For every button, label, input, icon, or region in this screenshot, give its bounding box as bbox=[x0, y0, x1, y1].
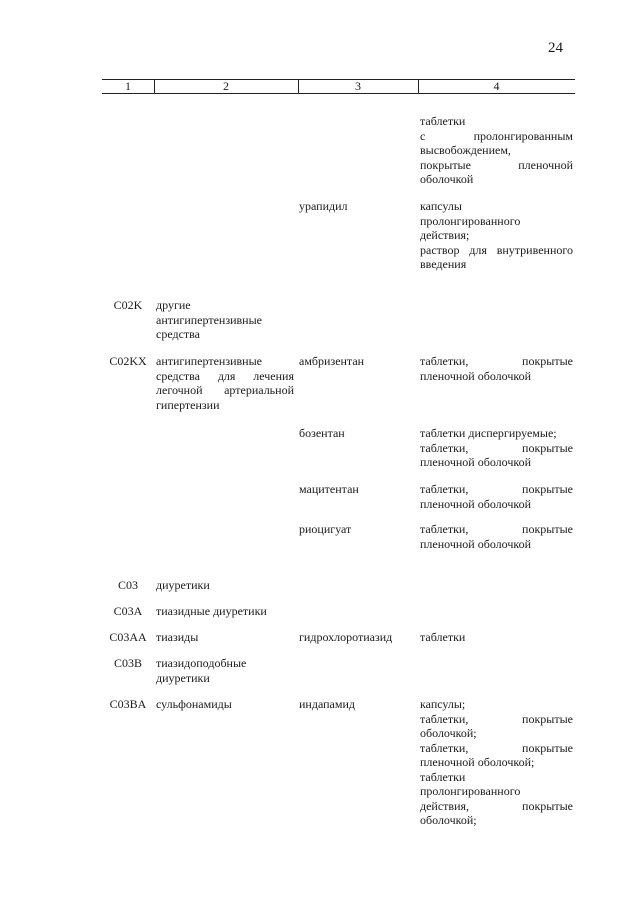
header-col-1: 1 bbox=[125, 79, 131, 93]
dosage-form-line: таблетки диспергируемые; bbox=[420, 426, 557, 440]
dosage-forms bbox=[420, 114, 573, 187]
dosage-form-line: покрытые пленочной bbox=[420, 157, 573, 172]
substance-line: индапамид bbox=[299, 697, 355, 711]
dosage-form-line: действия; bbox=[420, 228, 470, 242]
group-name bbox=[156, 697, 294, 712]
group-name bbox=[156, 578, 294, 593]
substance-name bbox=[299, 697, 415, 712]
group-name-line: сульфонамиды bbox=[156, 697, 232, 711]
dosage-form-line: капсулы; bbox=[420, 697, 466, 711]
group-name-line: другие bbox=[156, 298, 191, 312]
group-name-line: средства для лечения bbox=[156, 368, 294, 383]
atc-code: C02KX bbox=[109, 354, 147, 368]
substance-name bbox=[299, 522, 415, 537]
dosage-form-line: таблетки, покрытые bbox=[420, 711, 573, 726]
substance-name bbox=[299, 199, 415, 214]
atc-code: C03AA bbox=[109, 630, 147, 644]
dosage-forms bbox=[420, 522, 573, 551]
atc-code: C03B bbox=[113, 656, 142, 670]
substance-name bbox=[299, 630, 415, 645]
table-header bbox=[102, 79, 575, 94]
substance-name bbox=[299, 426, 415, 441]
dosage-form-line: таблетки bbox=[420, 630, 466, 644]
dosage-form-line: с пролонгированным bbox=[420, 128, 573, 143]
dosage-form-line: оболочкой bbox=[420, 172, 474, 186]
substance-name bbox=[299, 354, 415, 369]
substance-line: урапидил bbox=[299, 199, 348, 213]
substance-line: бозентан bbox=[299, 426, 345, 440]
dosage-form-line: раствор для внутривенного bbox=[420, 242, 573, 257]
dosage-form-line: таблетки, покрытые bbox=[420, 440, 573, 455]
group-name-line: диуретики bbox=[156, 670, 210, 685]
dosage-form-line: пролонгированного bbox=[420, 784, 521, 798]
dosage-form-line: пролонгированного bbox=[420, 213, 521, 228]
substance-line: мацитентан bbox=[299, 482, 359, 496]
group-name-line: антигипертензивные bbox=[156, 354, 262, 368]
dosage-form-line: высвобождением, bbox=[420, 143, 511, 157]
group-name bbox=[156, 630, 294, 645]
substance-line: риоцигуат bbox=[299, 522, 352, 536]
substance-line: амбризентан bbox=[299, 354, 365, 368]
dosage-forms bbox=[420, 354, 573, 383]
dosage-form-line: пленочной оболочкой; bbox=[420, 755, 535, 769]
page-number: 24 bbox=[548, 40, 563, 56]
group-name-line: средства bbox=[156, 327, 201, 341]
group-name bbox=[156, 298, 294, 342]
dosage-form-line: таблетки, покрытые bbox=[420, 740, 573, 755]
group-name-line: диуретики bbox=[156, 578, 210, 592]
group-name-line: тиазидоподобные bbox=[156, 656, 247, 670]
group-name bbox=[156, 604, 294, 619]
dosage-form-line: таблетки, покрытые bbox=[420, 522, 573, 536]
group-name-line: гипертензии bbox=[156, 397, 220, 412]
dosage-form-line: пленочной оболочкой bbox=[420, 496, 532, 511]
dosage-forms bbox=[420, 630, 573, 645]
dosage-form-line: таблетки bbox=[420, 769, 466, 784]
group-name-line: антигипертензивные bbox=[156, 312, 262, 327]
atc-code: C03 bbox=[117, 578, 138, 592]
header-col-3: 3 bbox=[355, 79, 361, 93]
group-name-line: легочной артериальной bbox=[156, 383, 294, 397]
dosage-forms bbox=[420, 426, 573, 470]
dosage-form-line: капсулы bbox=[420, 199, 462, 213]
group-name bbox=[156, 354, 294, 412]
dosage-forms bbox=[420, 482, 573, 511]
atc-code: C03BA bbox=[109, 697, 147, 711]
header-col-2: 2 bbox=[223, 79, 229, 93]
atc-code: C02K bbox=[113, 298, 143, 312]
dosage-form-line: пленочной оболочкой bbox=[420, 536, 532, 551]
header-col-4: 4 bbox=[493, 79, 500, 93]
substance-name bbox=[299, 482, 415, 497]
substance-line: гидрохлоротиазид bbox=[299, 630, 393, 644]
dosage-forms bbox=[420, 697, 573, 828]
group-name-line: тиазиды bbox=[156, 630, 199, 644]
group-name bbox=[156, 656, 294, 685]
dosage-form-line: пленочной оболочкой bbox=[420, 368, 532, 383]
dosage-form-line: таблетки bbox=[420, 114, 466, 128]
dosage-form-line: оболочкой; bbox=[420, 813, 477, 827]
dosage-form-line: действия, покрытые bbox=[420, 798, 573, 813]
dosage-form-line: таблетки, покрытые bbox=[420, 482, 573, 496]
dosage-form-line: таблетки, покрытые bbox=[420, 354, 573, 368]
dosage-form-line: введения bbox=[420, 257, 467, 271]
group-name-line: тиазидные диуретики bbox=[156, 604, 267, 618]
dosage-form-line: пленочной оболочкой bbox=[420, 455, 532, 469]
dosage-forms bbox=[420, 199, 573, 272]
atc-code: C03A bbox=[113, 604, 143, 618]
dosage-form-line: оболочкой; bbox=[420, 726, 477, 740]
